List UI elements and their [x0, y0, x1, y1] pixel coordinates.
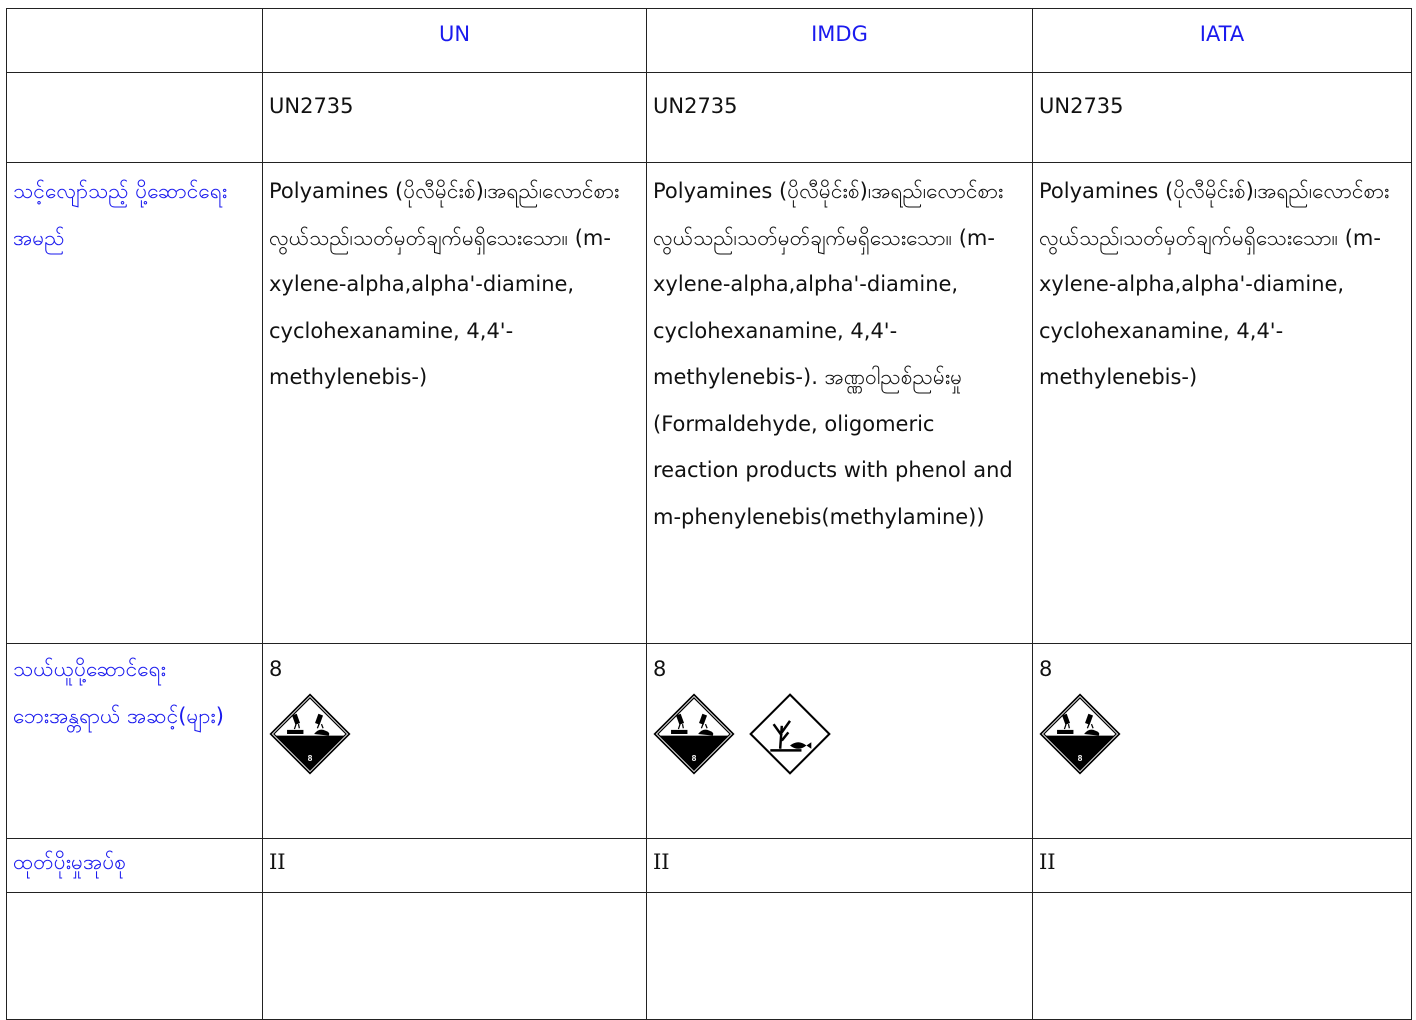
un-number-row [7, 73, 1412, 163]
environment-hazard-icon [749, 693, 831, 775]
packing-group-label: ထုတ်ပိုးမှုအုပ်စု [7, 839, 263, 893]
packing-group-imdg: II [647, 839, 1033, 893]
hazard-class-row [7, 644, 1412, 839]
empty-cell [263, 893, 647, 1020]
header-cell-imdg: IMDG [647, 9, 1033, 73]
hazard-class-value: 8 [653, 657, 667, 681]
hazard-class-value: 8 [1039, 657, 1053, 681]
header-row [7, 9, 1412, 73]
hazard-class-iata [1033, 644, 1412, 839]
empty-cell [1033, 893, 1412, 1020]
packing-group-iata: II [1033, 839, 1412, 893]
empty-cell [647, 893, 1033, 1020]
header-cell-un: UN [263, 9, 647, 73]
un-number-iata: UN2735 [1033, 73, 1412, 163]
shipping-name-iata: Polyamines (ပိုလီမိုင်းစ်)၊အရည်၊လောင်စားလွယ်သည်၊သတ်မှတ်ချက်မရှိသေးသော။ (m-xylene-alpha,alpha'-diamine, cyclohexanamine, 4,4'-methylenebis-) [1033, 163, 1412, 644]
header-cell-empty [7, 9, 263, 73]
un-number-label [7, 73, 263, 163]
pictogram-group [269, 693, 640, 775]
un-number-un: UN2735 [263, 73, 647, 163]
shipping-name-label: သင့်လျော်သည့် ပို့ဆောင်ရေးအမည် [7, 163, 263, 644]
svg-text:8: 8 [1077, 753, 1083, 763]
packing-group-un: II [263, 839, 647, 893]
corrosive-icon [1039, 693, 1121, 775]
svg-text:8: 8 [691, 753, 697, 763]
shipping-name-imdg: Polyamines (ပိုလီမိုင်းစ်)၊အရည်၊လောင်စားလွယ်သည်၊သတ်မှတ်ချက်မရှိသေးသော။ (m-xylene-alpha,alpha'-diamine, cyclohexanamine, 4,4'-methylenebis-). အဏ္ဏဝါညစ်ညမ်းမှု (Formaldehyde, oligomeric reaction products with phenol and m-phenylenebis(methylamine)) [647, 163, 1033, 644]
un-number-imdg: UN2735 [647, 73, 1033, 163]
hazard-class-value: 8 [269, 657, 283, 681]
pictogram-group [653, 693, 1026, 775]
svg-text:8: 8 [307, 753, 313, 763]
shipping-name-row [7, 163, 1412, 644]
packing-group-row [7, 839, 1412, 893]
hazard-class-imdg [647, 644, 1033, 839]
corrosive-icon [269, 693, 351, 775]
empty-row [7, 893, 1412, 1020]
header-cell-iata: IATA [1033, 9, 1412, 73]
shipping-name-un: Polyamines (ပိုလီမိုင်းစ်)၊အရည်၊လောင်စားလွယ်သည်၊သတ်မှတ်ချက်မရှိသေးသော။ (m-xylene-alpha,alpha'-diamine, cyclohexanamine, 4,4'-methylenebis-) [263, 163, 647, 644]
transport-info-table [6, 8, 1412, 1020]
empty-cell [7, 893, 263, 1020]
hazard-class-label: သယ်ယူပို့ဆောင်ရေးဘေးအန္တရာယ် အဆင့်(များ) [7, 644, 263, 839]
hazard-class-un [263, 644, 647, 839]
corrosive-icon [653, 693, 735, 775]
pictogram-group [1039, 693, 1405, 775]
